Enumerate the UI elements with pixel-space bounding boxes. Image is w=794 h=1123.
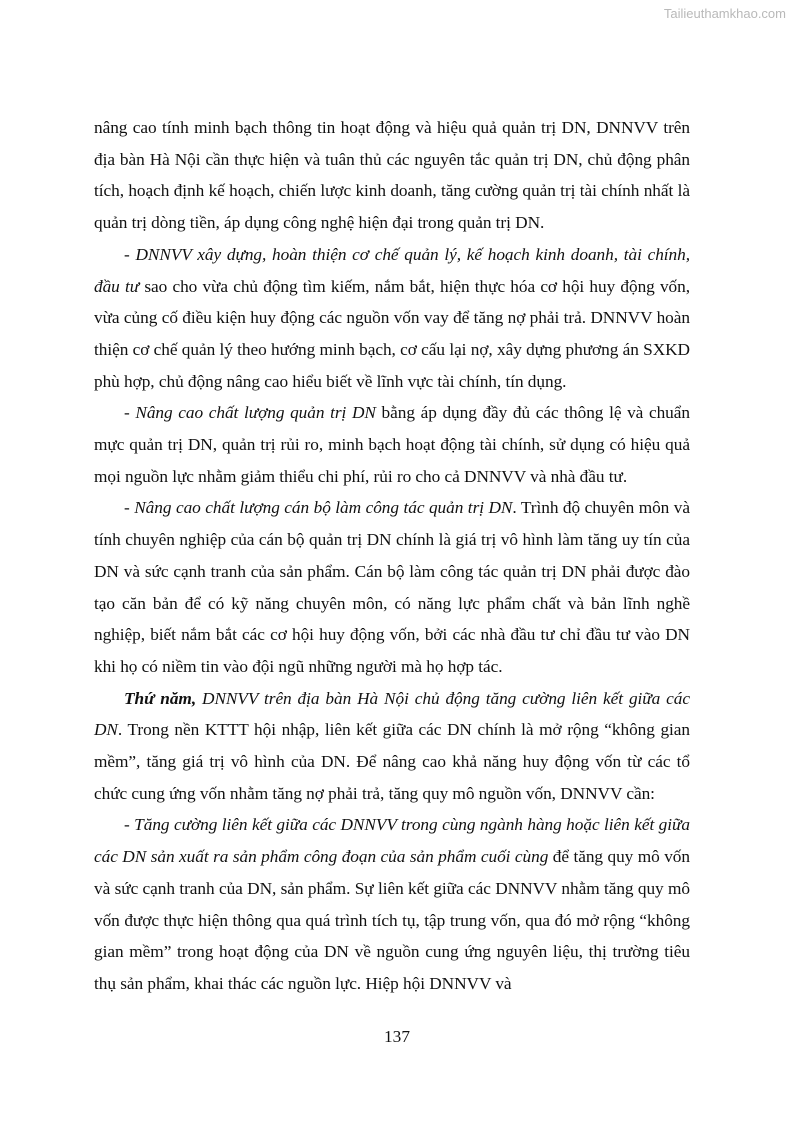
paragraph-text: . Trong nền KTTT hội nhập, liên kết giữa các DN chính là mở rộng “không gian mềm”, tăng giá trị vô hình của DN. Để nâng cao khả năng huy động vốn từ các tổ chức cung ứng vốn nhằm tăng nợ phải trả, tăng quy mô nguồn vốn, DNNVV cần: xyxy=(94,720,690,803)
paragraph-text: để tăng quy mô vốn và sức cạnh tranh của DN, sản phẩm. Sự liên kết giữa các DNNVV nhằm tăng quy mô vốn được thực hiện thông qua quá trình tích tụ, tập trung vốn, qua đó mở rộng “không gian mềm” trong hoạt động của DN về nguồn cung ứng nguyên liệu, thị trường tiêu thụ sản phẩm, khai thác các nguồn lực. Hiệp hội DNNVV và xyxy=(94,847,690,993)
paragraph-lead-italic: - DNNVV xây dựng, hoàn thiện cơ chế quản lý, kế hoạch kinh doanh, tài chính, đầu tư xyxy=(94,244,690,296)
paragraph-lead-italic: - Nâng cao chất lượng quản trị DN xyxy=(124,403,376,423)
paragraph-4 xyxy=(94,492,690,682)
page-body xyxy=(94,112,690,1000)
paragraph-text: nâng cao tính minh bạch thông tin hoạt động và hiệu quả quản trị DN, DNNVV trên địa bàn Hà Nội cần thực hiện và tuân thủ các nguyên tắc quản trị DN, chủ động phân tích, hoạch định kế hoạch, chiến lược kinh doanh, tăng cường quản trị tài chính nhất là quản trị dòng tiền, áp dụng công nghệ hiện đại trong quản trị DN. xyxy=(94,118,690,233)
paragraph-lead-italic: - Nâng cao chất lượng cán bộ làm công tác quản trị DN xyxy=(124,498,513,518)
paragraph-text: . Trình độ chuyên môn và tính chuyên nghiệp của cán bộ quản trị DN chính là giá trị vô hình làm tăng uy tín của DN và sức cạnh tranh của sản phẩm. Cán bộ làm công tác quản trị DN phải được đào tạo căn bản để có kỹ năng chuyên môn, có năng lực phẩm chất và bản lĩnh nghề nghiệp, biết nắm bắt các cơ hội huy động vốn, bởi các nhà đầu tư chỉ đầu tư vào DN khi họ có niềm tin vào đội ngũ những người mà họ hợp tác. xyxy=(94,498,690,676)
paragraph-2 xyxy=(94,239,690,398)
paragraph-lead-italic: - Tăng cường liên kết giữa các DNNVV trong cùng ngành hàng hoặc liên kết giữa các DN sản xuất ra sản phẩm công đoạn của sản phẩm cuối cùng xyxy=(94,815,690,867)
paragraph-5 xyxy=(94,683,690,810)
paragraph-text: sao cho vừa chủ động tìm kiếm, nắm bắt, hiện thực hóa cơ hội huy động vốn, vừa củng cố điều kiện huy động các nguồn vốn vay để tăng nợ phải trả. DNNVV hoàn thiện cơ chế quản lý theo hướng minh bạch, cơ cấu lại nợ, xây dựng phương án SXKD phù hợp, chủ động nâng cao hiểu biết về lĩnh vực tài chính, tín dụng. xyxy=(94,276,691,391)
paragraph-6 xyxy=(94,809,690,999)
paragraph-text: bằng áp dụng đầy đủ các thông lệ và chuẩn mực quản trị DN, quản trị rủi ro, minh bạch hoạt động tài chính, sử dụng có hiệu quả mọi nguồn lực nhằm giảm thiểu chi phí, rủi ro cho cả DNNVV và nhà đầu tư. xyxy=(94,403,690,486)
paragraph-lead-italic: DNNVV trên địa bàn Hà Nội chủ động tăng cường liên kết giữa các DN xyxy=(94,688,690,740)
paragraph-lead-bold: Thứ năm, xyxy=(124,688,197,708)
paragraph-3 xyxy=(94,397,690,492)
page-number: 137 xyxy=(384,1027,410,1046)
watermark: Tailieuthamkhao.com xyxy=(663,6,786,21)
paragraph-1 xyxy=(94,112,690,239)
